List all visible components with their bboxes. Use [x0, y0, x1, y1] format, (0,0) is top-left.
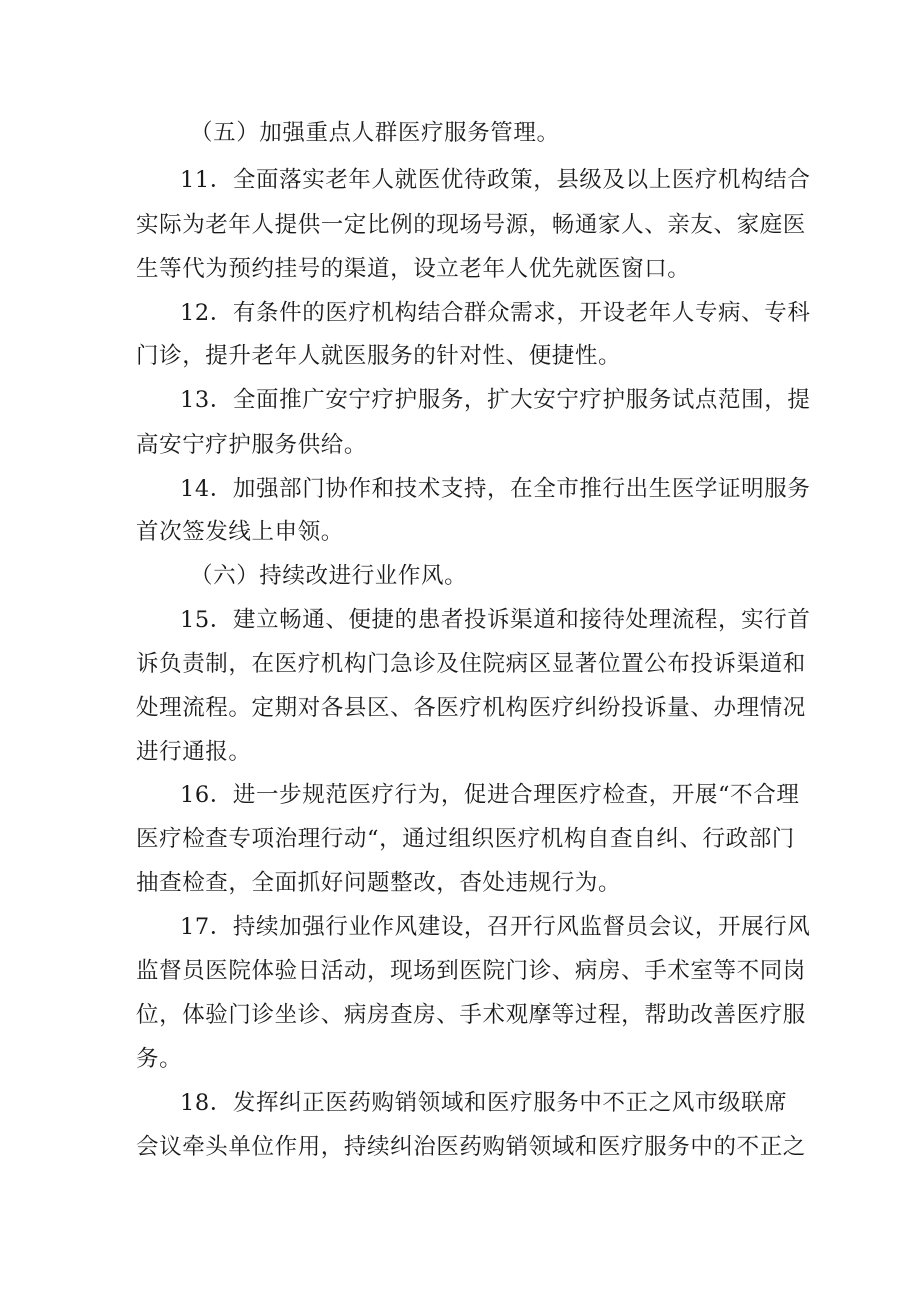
- paragraph-18-line-1: [0, 1088, 920, 1118]
- paragraph-16-line-2: [0, 824, 920, 854]
- text-line: 务。: [136, 1046, 183, 1072]
- text-line: 医疗检查专项治理行动“，通过组织医疗机构自查自纠、行政部门: [136, 826, 795, 852]
- text-line: 监督员医院体验日活动，现场到医院门诊、病房、手术室等不同岗: [136, 958, 806, 984]
- text-line: 进行通报。: [136, 739, 252, 765]
- paragraph-11-line-2: [0, 210, 920, 240]
- paragraph-15-line-1: [0, 605, 920, 635]
- text-line: 位，体验门诊坐诊、病房查房、手术观摩等过程，帮助改善医疗服: [136, 1002, 806, 1028]
- text-line: 首次签发线上申领。: [136, 519, 344, 545]
- text-line: 高安宁疗护服务供给。: [136, 432, 368, 458]
- text-line: 抽查检查，全面抓好问题整改，杳处违规行为。: [136, 870, 622, 896]
- text-line: 14．加强部门协作和技术支持，在全市推行出生医学证明服务: [180, 476, 811, 502]
- text-line: 11．全面落实老年人就医优待政策，县级及以上医疗机构结合: [180, 167, 811, 193]
- paragraph-12-line-1: [0, 298, 920, 328]
- paragraph-12-line-2: [0, 341, 920, 371]
- paragraph-16-line-1: [0, 780, 920, 810]
- section-heading-6: [0, 561, 920, 591]
- paragraph-11-line-3: [0, 254, 920, 284]
- paragraph-15-line-4: [0, 737, 920, 767]
- text-line: 会议牵头单位作用，持续纠治医药购销领域和医疗服务中的不正之: [136, 1134, 806, 1160]
- paragraph-17-line-2: [0, 956, 920, 986]
- text-line: 生等代为预约挂号的渠道，设立老年人优先就医窗口。: [136, 256, 691, 282]
- paragraph-18-line-2: [0, 1132, 920, 1162]
- paragraph-17-line-3: [0, 1000, 920, 1030]
- paragraph-13-line-1: [0, 385, 920, 415]
- text-line: 16．进一步规范医疗行为，促进合理医疗检查，开展“不合理: [180, 782, 800, 808]
- paragraph-15-line-3: [0, 693, 920, 723]
- text-line: （六）持续改进行业作风。: [190, 563, 468, 589]
- section-heading-5: [0, 118, 920, 148]
- text-line: 17．持续加强行业作风建设，召开行风监督员会议，开展行风: [180, 914, 811, 940]
- paragraph-11-line-1: [0, 165, 920, 195]
- text-line: 门诊，提升老年人就医服务的针对性、便捷性。: [136, 343, 622, 369]
- text-line: 15．建立畅通、便捷的患者投诉渠道和接待处理流程，实行首: [180, 607, 811, 633]
- paragraph-17-line-1: [0, 912, 920, 942]
- paragraph-16-line-3: [0, 868, 920, 898]
- text-line: 12．有条件的医疗机构结合群众需求，开设老年人专病、专科: [180, 300, 811, 326]
- text-line: （五）加强重点人群医疗服务管理。: [190, 120, 560, 146]
- text-line: 实际为老年人提供一定比例的现场号源，畅通家人、亲友、家庭医: [136, 212, 806, 238]
- paragraph-15-line-2: [0, 649, 920, 679]
- paragraph-13-line-2: [0, 430, 920, 460]
- paragraph-14-line-1: [0, 474, 920, 504]
- paragraph-14-line-2: [0, 517, 920, 547]
- text-line: 18．发挥纠正医药购销领域和医疗服务中不正之风市级联席: [180, 1090, 788, 1116]
- text-line: 处理流程。定期对各县区、各医疗机构医疗纠纷投诉量、办理情况: [136, 695, 806, 721]
- text-line: 13．全面推广安宁疗护服务，扩大安宁疗护服务试点范围，提: [180, 387, 811, 413]
- paragraph-17-line-4: [0, 1044, 920, 1074]
- text-line: 诉负责制，在医疗机构门急诊及住院病区显著位置公布投诉渠道和: [136, 651, 806, 677]
